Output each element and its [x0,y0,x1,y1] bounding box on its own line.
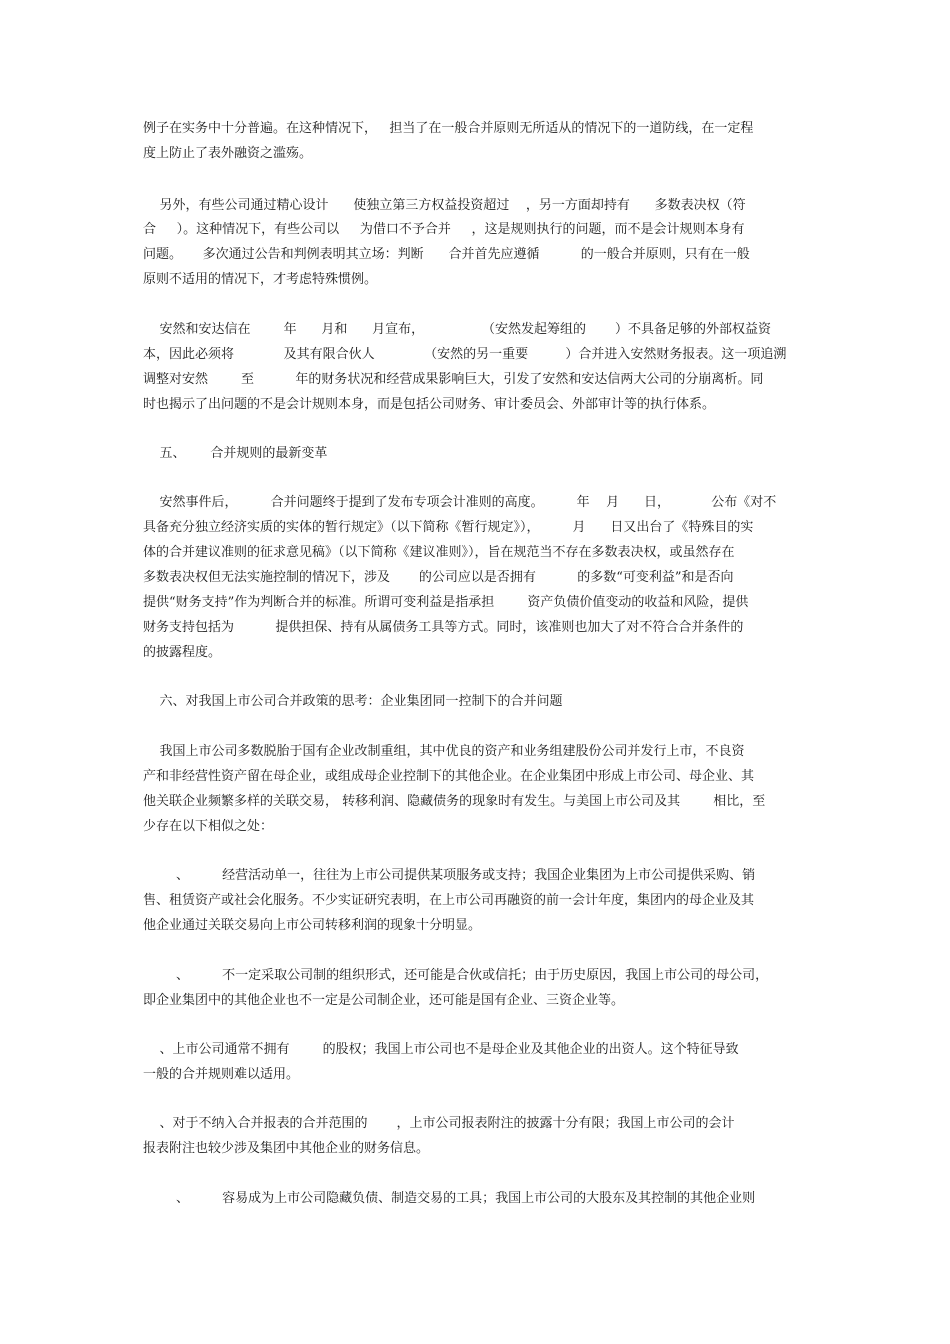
text-line: 产和非经营性资产留在母企业，或组成母企业控制下的其他企业。在企业集团中形成上市公司、母企业、其 [143,769,755,784]
text-line: 少存在以下相似之处： [143,819,274,834]
text-line: 时也揭示了出问题的不是会计规则本身，而是包括公司财务、审计委员会、外部审计等的执行体系。 [143,397,716,412]
text-line: 合 ）。这种情况下，有些公司以 为借口不予合并 ，这是规则执行的问题，而不是会计规则本身有 [143,222,745,237]
text-line: 度上防止了表外融资之滥殇。 [143,146,313,161]
text-line: 报表附注也较少涉及集团中其他企业的财务信息。 [143,1141,430,1156]
text-line: 另外，有些公司通过精心设计 使独立第三方权益投资超过 ，另一方面却持有 多数表决权（符 [143,198,746,213]
text-line: 我国上市公司多数脱胎于国有企业改制重组，其中优良的资产和业务组建股份公司并发行上市，不良资 [143,744,745,759]
text-line: 一般的合并规则难以适用。 [143,1067,300,1082]
text-line: 调整对安然 至 年的财务状况和经营成果影响巨大，引发了安然和安达信两大公司的分崩离析。同 [143,372,764,387]
text-line: 安然事件后， 合并问题终于提到了发布专项会计准则的高度。 年 月 日， 公布《对不 [143,495,777,510]
text-line: 具备充分独立经济实质的实体的暂行规定》（以下简称《暂行规定》）， 月 日又出台了《特殊目的实 [143,520,754,535]
text-line: 售、租赁资产或社会化服务。不少实证研究表明，在上市公司再融资的前一会计年度，集团内的母企业及其 [143,893,755,908]
list-item-text: 、 不一定采取公司制的组织形式，还可能是合伙或信托；由于历史原因，我国上市公司的母公司， [143,968,769,983]
text-line: 他企业通过关联交易向上市公司转移利润的现象十分明显。 [143,918,482,933]
text-line: 即企业集团中的其他企业也不一定是公司制企业，还可能是国有企业、三资企业等。 [143,993,625,1008]
text-line: 原则不适用的情况下，才考虑特殊惯例。 [143,272,378,287]
text-line: 财务支持包括为 提供担保、持有从属债务工具等方式。同时，该准则也加大了对不符合合并条件的 [143,620,744,635]
text-line: 问题。 多次通过公告和判例表明其立场：判断 合并首先应遵循 的一般合并原则，只有在一般 [143,247,750,262]
section-heading: 五、 合并规则的最新变革 [143,446,328,461]
text-line: 本，因此必须将 及其有限合伙人 （安然的另一重要 ）合并进入安然财务报表。这一项追溯 [143,347,787,362]
list-item-text: 、对于不纳入合并报表的合并范围的 ，上市公司报表附注的披露十分有限；我国上市公司的会计 [143,1116,735,1131]
text-line: 多数表决权但无法实施控制的情况下，涉及 的公司应以是否拥有 的多数“可变利益”和是否向 [143,570,734,585]
text-line: 例子在实务中十分普遍。在这种情况下， 担当了在一般合并原则无所适从的情况下的一道防线，在一定程 [143,121,754,136]
text-line: 安然和安达信在 年 月和 月宣布， （安然发起筹组的 ）不具备足够的外部权益资 [143,322,771,337]
text-line: 他关联企业频繁多样的关联交易， 转移利润、隐藏债务的现象时有发生。与美国上市公司及其 相比，至 [143,794,766,809]
list-item-text: 、 容易成为上市公司隐藏负债、制造交易的工具；我国上市公司的大股东及其控制的其他企业则 [143,1191,756,1206]
text-line: 提供“财务支持”作为判断合并的标准。所谓可变利益是指承担 资产负债价值变动的收益和风险，提供 [143,595,749,610]
list-item-text: 、 经营活动单一，往往为上市公司提供某项服务或支持；我国企业集团为上市公司提供采购、销 [143,868,756,883]
text-line: 的披露程度。 [143,645,222,660]
list-item-text: 、上市公司通常不拥有 的股权；我国上市公司也不是母企业及其他企业的出资人。这个特征导致 [143,1042,739,1057]
text-line: 体的合并建议准则的征求意见稿》（以下简称《建议准则》），旨在规范当不存在多数表决权，或虽然存在 [143,545,735,560]
section-heading: 六、对我国上市公司合并政策的思考：企业集团同一控制下的合并问题 [143,694,563,709]
